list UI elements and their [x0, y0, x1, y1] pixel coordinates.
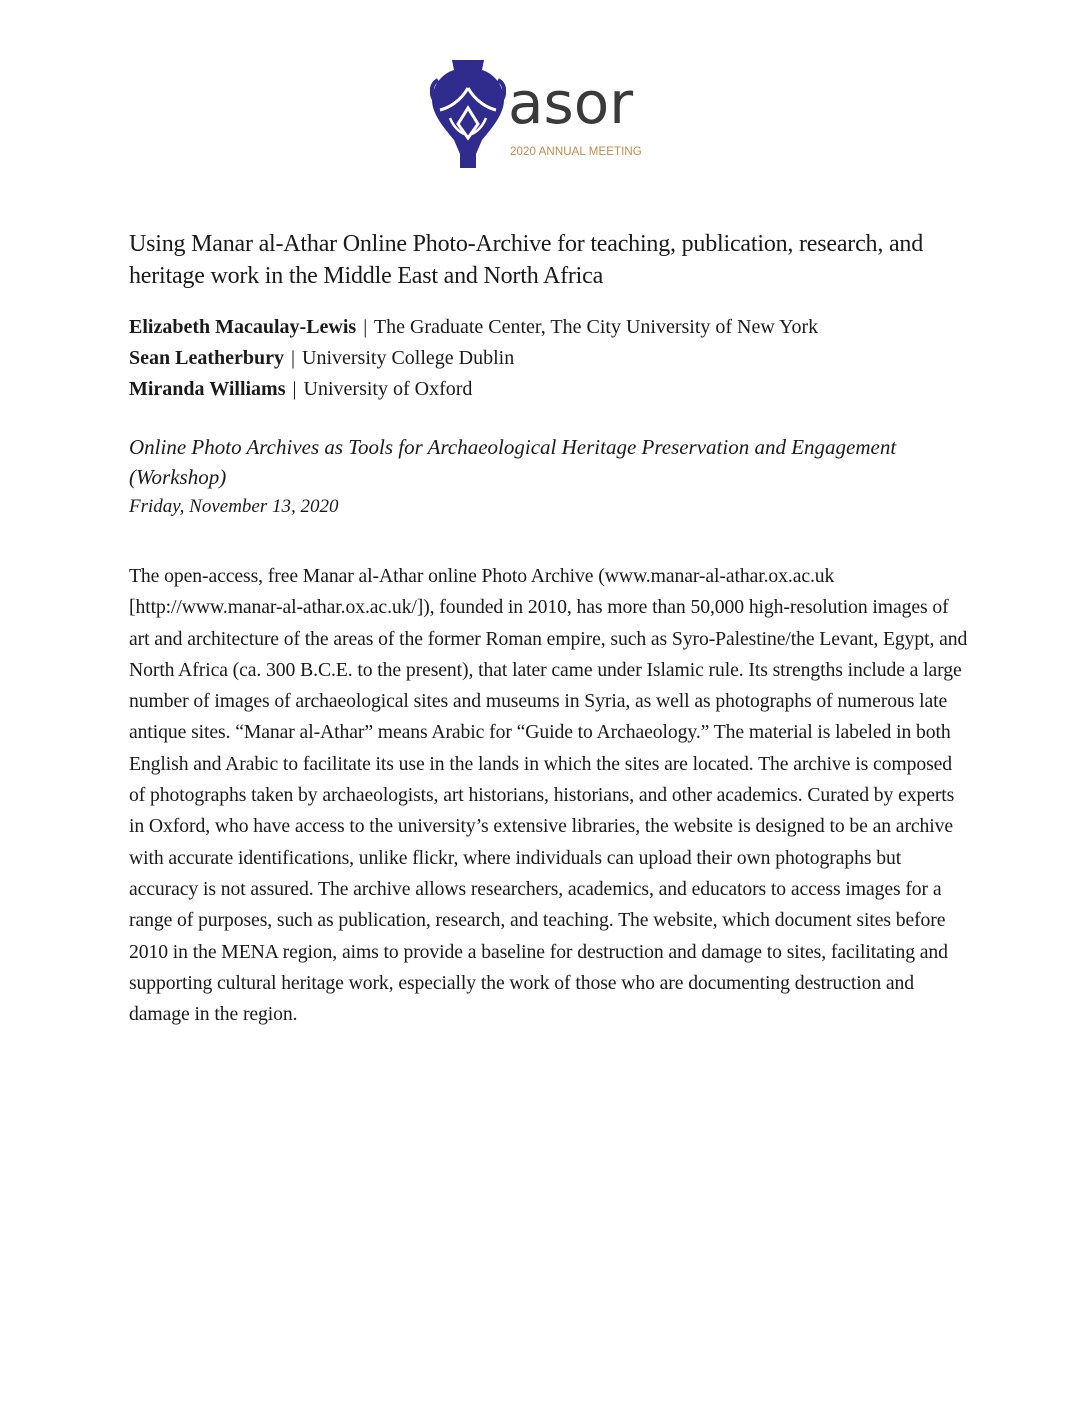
author-list — [129, 312, 969, 405]
paper-title: Using Manar al-Athar Online Photo-Archive for teaching, publication, research, and heritage work in the Middle East and North Africa — [129, 231, 923, 289]
author-affiliation: University College Dublin — [302, 347, 515, 369]
author-affiliation: The Graduate Center, The City University of New York — [373, 316, 819, 338]
author-affiliation: University of Oxford — [303, 378, 473, 400]
author-name: Sean Leatherbury — [129, 347, 284, 369]
author-entry — [129, 312, 969, 343]
author-name: Miranda Williams — [129, 378, 286, 400]
author-entry — [129, 374, 969, 405]
amphora-logo-icon — [430, 58, 506, 170]
author-separator: | — [292, 378, 297, 400]
author-name: Elizabeth Macaulay-Lewis — [129, 316, 357, 338]
session-name: Online Photo Archives as Tools for Archaeological Heritage Preservation and Engagement (Workshop) — [129, 435, 897, 489]
document-body — [129, 228, 969, 1050]
author-separator: | — [363, 316, 368, 338]
abstract-paragraph: The open-access, free Manar al-Athar online Photo Archive (www.manar-al-athar.ox.ac.uk [http://www.manar-al-athar.ox.ac.uk/]), founded in 2010, has more than 50,000 high-resolution images of art and architecture of the areas of the former Roman empire, such as Syro-Palestine/the Levant, Egypt, and North Africa (ca. 300 B.C.E. to the present), that later came under Islamic rule. Its strengths include a large number of images of archaeological sites and museums in Syria, as well as photographs of numerous late antique sites. “Manar al-Athar” means Arabic for “Guide to Archaeology.” The material is labeled in both English and Arabic to facilitate its use in the lands in which the sites are located. The archive is composed of photographs taken by archaeologists, art historians, historians, and other academics. Curated by experts in Oxford, who have access to the university’s extensive libraries, the website is designed to be an archive with accurate identifications, unlike flickr, where individuals can upload their own photographs but accuracy is not assured. The archive allows researchers, academics, and educators to access images for a range of purposes, such as publication, research, and teaching. The website, which document sites before 2010 in the MENA region, aims to provide a baseline for destruction and damage to sites, facilitating and supporting cultural heritage work, especially the work of those who are documenting destruction and damage in the region. — [129, 565, 968, 1026]
session-date: Friday, November 13, 2020 — [129, 496, 339, 517]
author-entry — [129, 343, 969, 374]
asor-logo — [430, 58, 670, 170]
logo-wordmark: asor — [508, 69, 634, 137]
author-separator: | — [291, 347, 296, 369]
logo-tagline: 2020 ANNUAL MEETING — [510, 146, 642, 158]
